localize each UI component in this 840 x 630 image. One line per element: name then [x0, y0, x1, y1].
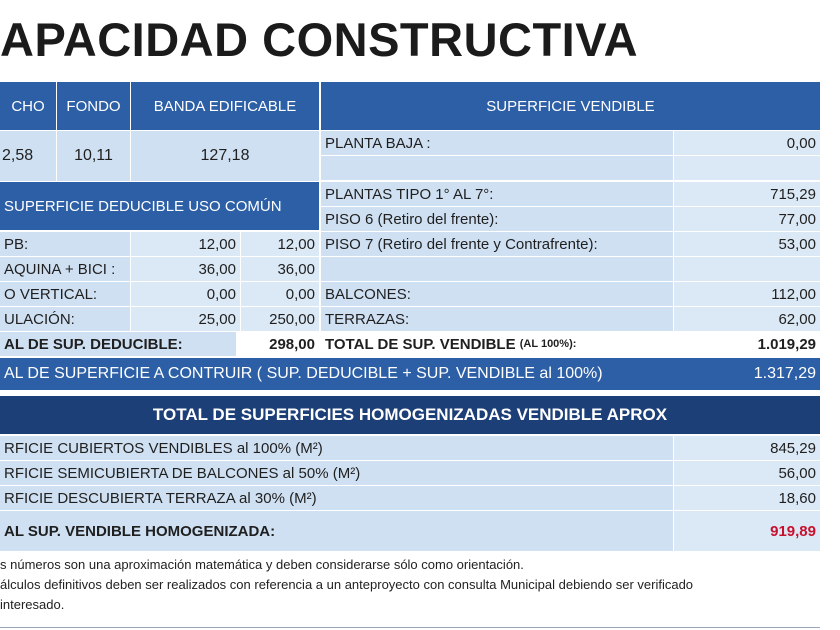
deducible-value-a: 36,00	[131, 257, 240, 281]
vendible-value: 62,00	[674, 307, 820, 331]
bottom-divider	[0, 627, 820, 628]
homog-total-label: AL SUP. VENDIBLE HOMOGENIZADA:	[0, 511, 673, 551]
deducible-value-b: 36,00	[241, 257, 319, 281]
value-banda-edificable: 127,18	[131, 131, 319, 181]
deducible-value-b: 250,00	[241, 307, 319, 331]
homog-label: RFICIE CUBIERTOS VENDIBLES al 100% (M²)	[0, 436, 673, 460]
homog-total-value: 919,89	[674, 511, 820, 551]
vendible-label	[321, 257, 673, 281]
header-homogenizadas: TOTAL DE SUPERFICIES HOMOGENIZADAS VENDIBLE APROX	[0, 396, 820, 434]
homog-value: 18,60	[674, 486, 820, 510]
vendible-value	[674, 257, 820, 281]
deducible-label: AQUINA + BICI :	[0, 257, 130, 281]
vendible-label: TERRAZAS:	[321, 307, 673, 331]
header-superficie-deducible: SUPERFICIE DEDUCIBLE USO COMÚN	[0, 182, 319, 230]
homog-value: 845,29	[674, 436, 820, 460]
vendible-label: PISO 7 (Retiro del frente y Contrafrente):	[321, 232, 673, 256]
vendible-value: 112,00	[674, 282, 820, 306]
header-banda-edificable: BANDA EDIFICABLE	[131, 82, 319, 130]
homog-label: RFICIE SEMICUBIERTA DE BALCONES al 50% (M²)	[0, 461, 673, 485]
vendible-total-value: 1.019,29	[674, 332, 820, 356]
vendible-total-suffix: (AL 100%):	[519, 338, 577, 350]
homog-label: RFICIE DESCUBIERTA TERRAZA al 30% (M²)	[0, 486, 673, 510]
note-line: álculos definitivos deben ser realizados con referencia a un anteproyecto con consulta Municipal debiendo ser verificado	[0, 577, 694, 592]
value-frente: 2,58	[0, 131, 56, 181]
homog-value: 56,00	[674, 461, 820, 485]
vendible-value	[674, 156, 820, 180]
deducible-label: ULACIÓN:	[0, 307, 130, 331]
vendible-value: 0,00	[674, 131, 820, 155]
vendible-label: BALCONES:	[321, 282, 673, 306]
header-fondo: FONDO	[57, 82, 130, 130]
vendible-value: 77,00	[674, 207, 820, 231]
vendible-value: 53,00	[674, 232, 820, 256]
deducible-value-a: 0,00	[131, 282, 240, 306]
vendible-value: 715,29	[674, 182, 820, 206]
note-line: interesado.	[0, 597, 65, 612]
vendible-label: PLANTA BAJA :	[321, 131, 673, 155]
deducible-label: PB:	[0, 232, 130, 256]
deducible-label: O VERTICAL:	[0, 282, 130, 306]
page-title: APACIDAD CONSTRUCTIVA	[0, 13, 639, 66]
deducible-value-a: 12,00	[131, 232, 240, 256]
vendible-label: PLANTAS TIPO 1° AL 7°:	[321, 182, 673, 206]
header-frente: CHO	[0, 82, 56, 130]
header-superficie-vendible: SUPERFICIE VENDIBLE	[321, 82, 820, 130]
deducible-total-value: 298,00	[237, 332, 319, 356]
deducible-value-b: 0,00	[241, 282, 319, 306]
vendible-total-text: TOTAL DE SUP. VENDIBLE	[325, 335, 516, 353]
note-line: s números son una aproximación matemática y deben considerarse sólo como orientación.	[0, 557, 524, 572]
construir-total-label: AL DE SUPERFICIE A CONTRUIR ( SUP. DEDUCIBLE + SUP. VENDIBLE al 100%)	[0, 358, 674, 390]
value-fondo: 10,11	[57, 131, 130, 181]
deducible-total-label: AL DE SUP. DEDUCIBLE:	[0, 332, 236, 356]
construir-total-value: 1.317,29	[674, 358, 820, 390]
vendible-label	[321, 156, 673, 180]
deducible-value-a: 25,00	[131, 307, 240, 331]
vendible-total-label	[321, 332, 673, 356]
vendible-label: PISO 6 (Retiro del frente):	[321, 207, 673, 231]
deducible-value-b: 12,00	[241, 232, 319, 256]
